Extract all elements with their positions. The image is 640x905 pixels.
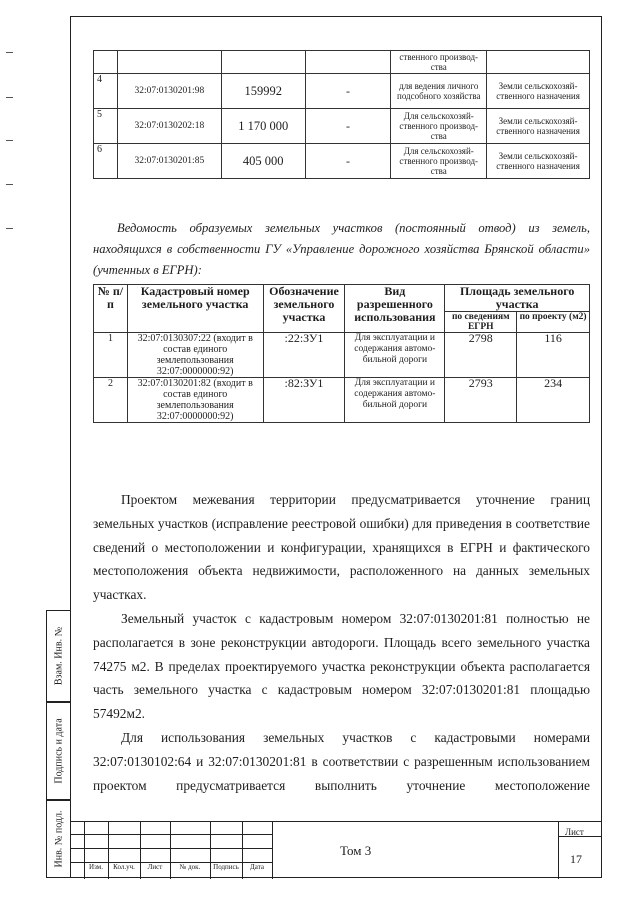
margin-tick: [6, 52, 13, 53]
sidebar-sign-date: [46, 702, 70, 800]
sheet-label: Лист: [565, 827, 584, 837]
header-area-project: по проекту (м2): [517, 312, 590, 333]
dash-cell: -: [305, 74, 391, 109]
area-value: 1 170 000: [221, 109, 305, 144]
formed-plots-table: [93, 284, 590, 423]
area-egrn: 2798: [445, 333, 517, 378]
body-text: [93, 488, 590, 797]
row-number: 6: [94, 144, 118, 179]
row-number: 4: [94, 74, 118, 109]
paragraph: Земельный участок с кадастровым номером 32:07:0130201:81 полностью не располагается в зоне реконструкции автодороги. Площадь всего земельного участка 74275 м2. В пределах проектируемого участка реконструкции объекта располагается часть земельного участка с кадастровым номером 32:07:0130201:81 площадью 57492м2.: [93, 610, 590, 722]
use-cell: Для эксплуатации и содержания автомо-бильной дороги: [345, 333, 445, 378]
table-caption: Ведомость образуемых земельных участков (постоянный отвод) из земель, находящихся в собственности ГУ «Управление дорожного хозяйства Брянской области» (учтенных в ЕГРН):: [93, 221, 590, 277]
table-row: [94, 109, 590, 144]
use-cell: Для эксплуатации и содержания автомо-бильной дороги: [345, 378, 445, 423]
category-cell: Земли сельскохозяй-ственного назначения: [487, 109, 590, 144]
land-plots-table-continued: [93, 50, 590, 179]
row-number: 5: [94, 109, 118, 144]
stamp-header: Подпись: [213, 863, 239, 871]
area-project: 234: [517, 378, 590, 423]
stamp-header: Дата: [250, 863, 264, 871]
sidebar-label: Инв. № подл.: [53, 810, 64, 868]
cadastral-number: 32:07:0130201:82 (входит в состав единого землепользования 32:07:0000000:92): [127, 378, 263, 423]
margin-tick: [6, 140, 13, 141]
table-row: [94, 51, 590, 74]
cadastral-number: 32:07:0130202:18: [117, 109, 221, 144]
paragraph: Проектом межевания территории предусматривается уточнение границ земельных участков (исправление реестровой ошибки) для приведения в соответствие сведений о местоположении и конфигурации, хранящихся в ЕГРН и фактического местоположения объекта недвижимости, расположенного на данных земельных участках.: [93, 492, 590, 603]
sidebar-inv-replace: [46, 610, 70, 702]
header-area-egrn: по сведениям ЕГРН: [445, 312, 517, 333]
area-value: 159992: [221, 74, 305, 109]
use-cell: Для сельскохозяй-ственного производ-ства: [391, 109, 487, 144]
stamp-header: № док.: [179, 863, 201, 871]
plot-designation: :22:ЗУ1: [263, 333, 345, 378]
sheet-number: 17: [570, 852, 582, 866]
table-row: [94, 378, 590, 423]
paragraph: Для использования земельных участков с кадастровыми номерами 32:07:0130102:64 и 32:07:0130201:81 в соответствии с разрешенным использованием проектом предусматривается выполнить уточнение местоположение: [93, 729, 590, 793]
category-cell: Земли сельскохозяй-ственного назначения: [487, 144, 590, 179]
use-cell: ственного производ-ства: [391, 51, 487, 74]
margin-tick: [6, 184, 13, 185]
plot-designation: :82:ЗУ1: [263, 378, 345, 423]
use-cell: Для сельскохозяй-ственного производ-ства: [391, 144, 487, 179]
margin-tick: [6, 97, 13, 98]
row-number: 2: [94, 378, 128, 423]
sidebar-label: Подпись и дата: [53, 718, 64, 784]
stamp-header: Кол.уч.: [113, 863, 135, 871]
header-area: Площадь земельного участка: [445, 285, 590, 312]
area-egrn: 2793: [445, 378, 517, 423]
sidebar-label: Взам. Инв. №: [53, 626, 64, 686]
stamp-header: Лист: [147, 863, 163, 871]
dash-cell: -: [305, 109, 391, 144]
title-block: [70, 821, 602, 879]
cadastral-number: 32:07:0130307:22 (входит в состав единого землепользования 32:07:0000000:92): [127, 333, 263, 378]
margin-tick: [6, 228, 13, 229]
use-cell: для ведения личного подсобного хозяйства: [391, 74, 487, 109]
row-number: 1: [94, 333, 128, 378]
header-designation: Обозначение земельного участка: [263, 285, 345, 333]
volume-label: Том 3: [340, 843, 372, 858]
stamp-header: Изм.: [89, 863, 103, 871]
area-value: 405 000: [221, 144, 305, 179]
cadastral-number: 32:07:0130201:85: [117, 144, 221, 179]
header-cadastral: Кадастровый номер земельного участка: [127, 285, 263, 333]
cadastral-number: 32:07:0130201:98: [117, 74, 221, 109]
area-project: 116: [517, 333, 590, 378]
table-header-row: [94, 285, 590, 312]
category-cell: Земли сельскохозяй-ственного назначения: [487, 74, 590, 109]
sidebar-inv-orig: [46, 800, 70, 878]
dash-cell: -: [305, 144, 391, 179]
table-row: [94, 144, 590, 179]
table-row: [94, 333, 590, 378]
header-num: № п/п: [94, 285, 128, 333]
table-row: [94, 74, 590, 109]
header-use: Вид разрешенного использования: [345, 285, 445, 333]
